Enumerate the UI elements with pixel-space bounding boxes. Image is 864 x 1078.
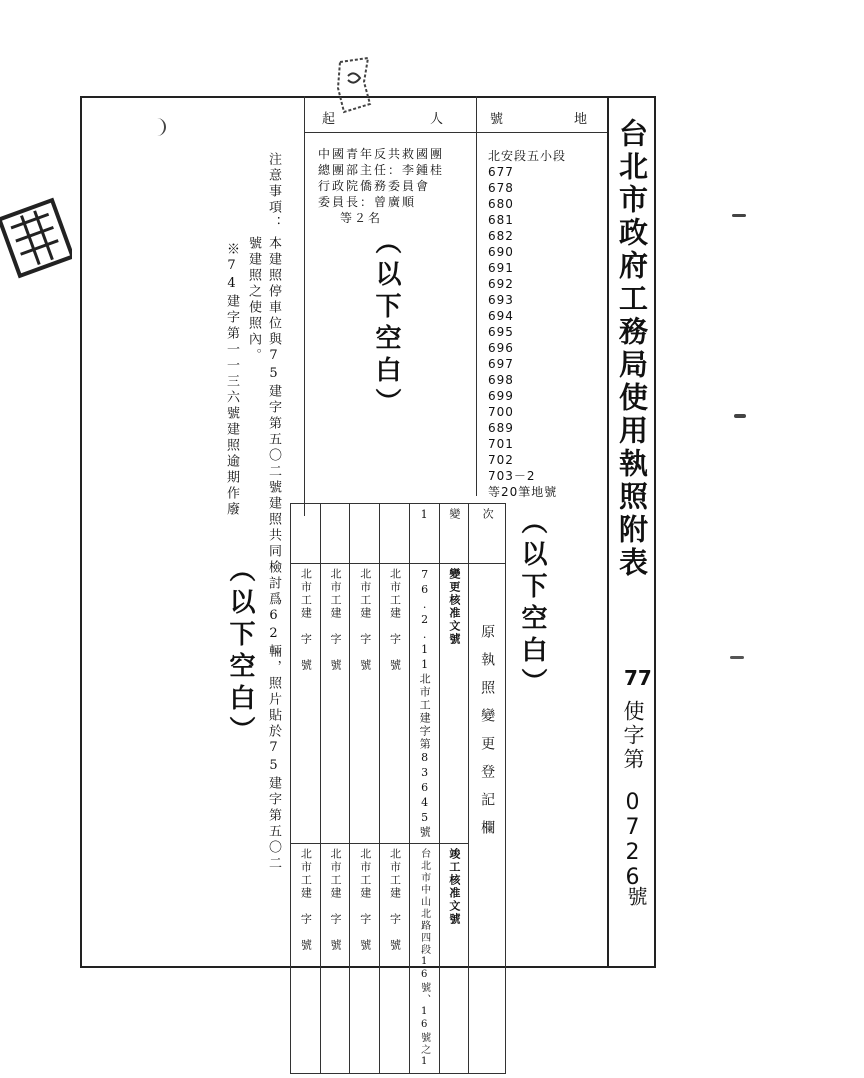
- completion-number: 北市工建 字 號: [358, 848, 372, 952]
- owner-line: 委員長：曾廣順: [318, 195, 417, 209]
- table-cell: [320, 844, 350, 1074]
- lot-divider: [476, 96, 477, 496]
- owner-divider: [304, 96, 305, 516]
- table-cell: [439, 844, 469, 1074]
- header-number: 號: [490, 112, 504, 127]
- header-land: 地: [574, 112, 588, 127]
- table-cell: [409, 564, 439, 844]
- scan-mark: [734, 414, 746, 418]
- approval-number: 北市工建 字 號: [329, 568, 343, 672]
- approval-number: 北市工建 字 號: [388, 568, 402, 672]
- license-year: 77: [624, 666, 652, 690]
- header-divider: [304, 132, 607, 133]
- notes-text: ※74建字第一一三六號建照逾期作廢: [224, 242, 239, 518]
- table-cell: [439, 504, 469, 564]
- notes-text: 本建照停車位與75建字第五〇二號建照共同檢討爲62輛，照片貼於75建字第五〇二: [266, 236, 281, 872]
- lot-item: 691: [488, 261, 514, 275]
- blank-mark: （以下空白）: [225, 556, 255, 748]
- table-cell: [350, 564, 380, 844]
- lot-total: 等20筆地號: [488, 485, 558, 499]
- table-cell: [469, 564, 506, 1074]
- lot-item: 690: [488, 245, 514, 259]
- table-cell: [409, 844, 439, 1074]
- lot-item: 678: [488, 181, 514, 195]
- scan-mark: [730, 656, 744, 659]
- lot-item: 698: [488, 373, 514, 387]
- lot-item: 681: [488, 213, 514, 227]
- license-suffix: 號: [624, 886, 648, 906]
- table-cell: [469, 504, 506, 564]
- scan-mark: [732, 214, 746, 217]
- table-cell: [380, 504, 410, 564]
- table-cell: [320, 504, 350, 564]
- title-divider: [607, 96, 609, 968]
- owner-line: 總團部主任：李鍾桂: [318, 163, 445, 177]
- notes-text: 號建照之使照內。: [246, 236, 261, 364]
- table-cell: [350, 504, 380, 564]
- license-prefix: 使字第: [621, 700, 645, 772]
- change-register-table: [290, 503, 506, 1074]
- lot-item: 697: [488, 357, 514, 371]
- lot-item: 677: [488, 165, 514, 179]
- owner-line: 中國青年反共救國團: [318, 147, 445, 161]
- lot-item: 692: [488, 277, 514, 291]
- owner-count: 等２名: [340, 211, 383, 225]
- approval-number: 76.2.11北市工建字第83645號: [418, 568, 432, 839]
- row-number: 1: [417, 508, 431, 523]
- table-cell: [291, 564, 321, 844]
- lot-item: 694: [488, 309, 514, 323]
- completion-number: 北市工建 字 號: [388, 848, 402, 952]
- completion-number: 北市工建 字 號: [299, 848, 313, 952]
- document-title: 台北市政府工務局使用執照附表: [615, 118, 649, 580]
- lot-item: 703－2: [488, 469, 536, 483]
- lot-item: 693: [488, 293, 514, 307]
- table-cell: [380, 844, 410, 1074]
- blank-mark: （以下空白）: [517, 508, 547, 700]
- table-cell: [409, 504, 439, 564]
- lot-item: 702: [488, 453, 514, 467]
- col-head: 次: [481, 508, 495, 521]
- table-cell: [350, 844, 380, 1074]
- table-cell: [291, 844, 321, 1074]
- lot-item: 701: [488, 437, 514, 451]
- seal-logo-icon: [330, 52, 378, 118]
- approval-number: 北市工建 字 號: [358, 568, 372, 672]
- table-heading: 原執照變更登記欄: [479, 624, 496, 848]
- completion-number: 台北市中山北路四段16號、16號之1: [418, 848, 430, 1069]
- lot-item: 695: [488, 325, 514, 339]
- notes-label: 注意事項：: [266, 152, 281, 232]
- lot-item: 682: [488, 229, 514, 243]
- lot-section: 北安段五小段: [488, 149, 567, 163]
- lot-item: 699: [488, 389, 514, 403]
- lot-item: 689: [488, 421, 514, 435]
- license-number: 0726: [620, 790, 645, 890]
- lot-list: [488, 148, 566, 500]
- blank-mark: （以下空白）: [371, 228, 401, 420]
- owner-block: [318, 146, 444, 226]
- table-cell: [320, 564, 350, 844]
- table-cell: [291, 504, 321, 564]
- owner-line: 行政院僑務委員會: [318, 179, 431, 193]
- row-number: 變: [447, 508, 461, 521]
- completion-number: 北市工建 字 號: [329, 848, 343, 952]
- header-start: 起: [322, 112, 336, 127]
- col-head: 變更核准文號: [447, 568, 461, 646]
- header-person: 人: [430, 112, 444, 127]
- approval-number: 北市工建 字 號: [299, 568, 313, 672]
- lot-item: 700: [488, 405, 514, 419]
- table-cell: [439, 564, 469, 844]
- col-head: 竣工核准文號: [447, 848, 461, 926]
- stamp-icon: [0, 190, 72, 286]
- lot-item: 696: [488, 341, 514, 355]
- lot-item: 680: [488, 197, 514, 211]
- table-cell: [380, 564, 410, 844]
